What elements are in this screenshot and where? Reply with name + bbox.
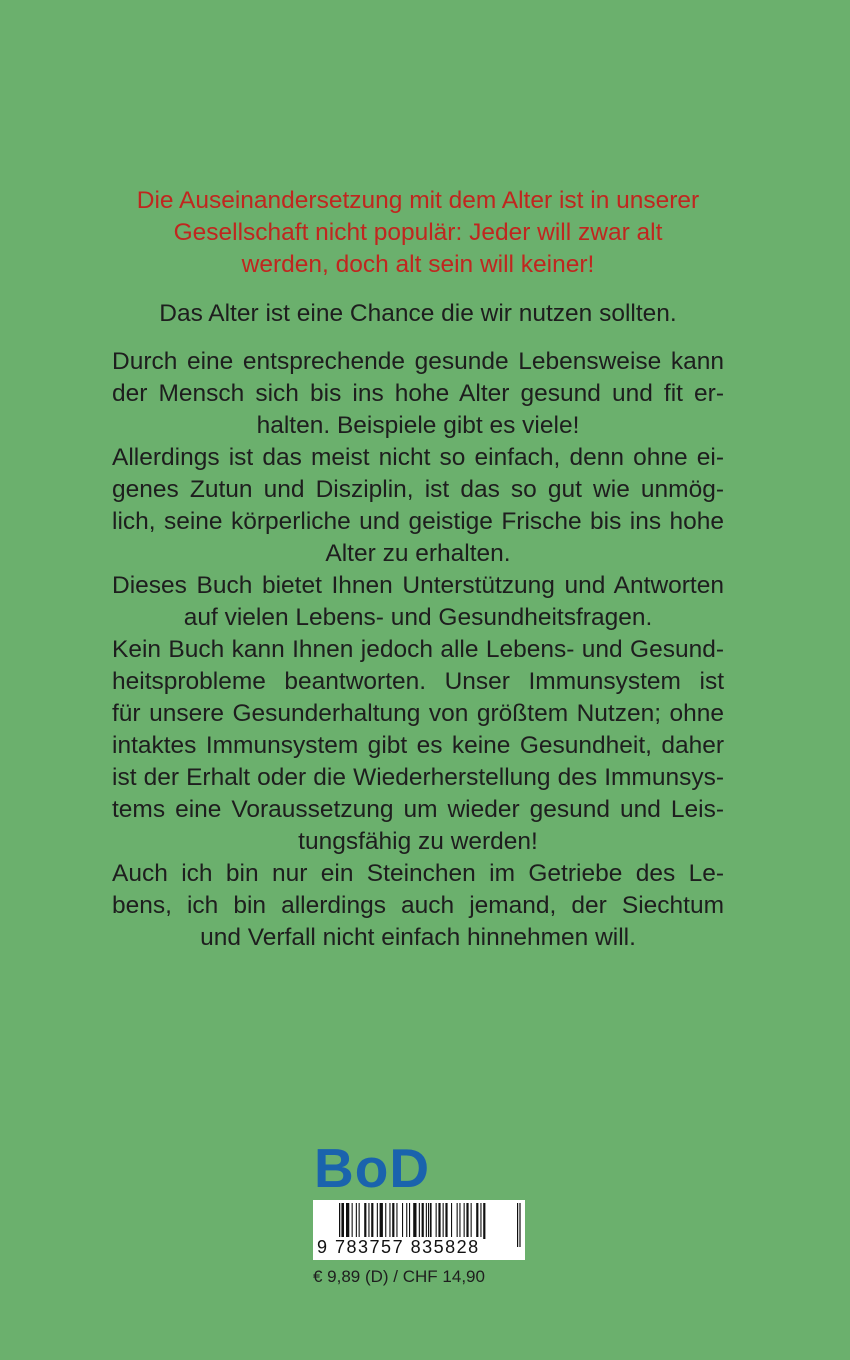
blurb-line: tems eine Voraussetzung um wieder gesund und Leis-: [112, 796, 724, 823]
blurb-line: Durch eine entsprechende gesunde Lebensweise kann: [112, 348, 724, 375]
blurb-line: der Mensch sich bis ins hohe Alter gesund und fit er-: [112, 380, 724, 407]
blurb-line: intaktes Immunsystem gibt es keine Gesundheit, daher: [112, 732, 724, 759]
publisher-logo: BoD: [314, 1137, 431, 1199]
tagline-line: Die Auseinandersetzung mit dem Alter ist in unserer: [136, 187, 700, 214]
blurb-line: Dieses Buch bietet Ihnen Unterstützung und Antworten: [112, 572, 724, 599]
lead-sentence: Das Alter ist eine Chance die wir nutzen sollten.: [159, 300, 677, 327]
blurb-line: für unsere Gesunderhaltung von größtem Nutzen; ohne: [112, 700, 724, 727]
blurb-line: lich, seine körperliche und geistige Frische bis ins hohe: [112, 508, 724, 535]
tagline-line: werden, doch alt sein will keiner!: [241, 251, 595, 278]
blurb-line: ist der Erhalt oder die Wiederherstellung des Immunsys-: [112, 764, 724, 791]
blurb-line: auf vielen Lebens- und Gesundheitsfragen.: [183, 604, 653, 631]
blurb-line: Alter zu erhalten.: [325, 540, 511, 567]
blurb-line: Kein Buch kann Ihnen jedoch alle Lebens- und Gesund-: [112, 636, 724, 663]
barcode-box: [313, 1200, 525, 1260]
blurb-line: genes Zutun und Disziplin, ist das so gut wie unmög-: [112, 476, 724, 503]
blurb-line: halten. Beispiele gibt es viele!: [256, 412, 580, 439]
blurb-line: Allerdings ist das meist nicht so einfach, denn ohne ei-: [112, 444, 724, 471]
blurb-line: Auch ich bin nur ein Steinchen im Getriebe des Le-: [112, 860, 724, 887]
tagline: [112, 185, 724, 281]
blurb-line: tungsfähig zu werden!: [298, 828, 538, 855]
tagline-line: Gesellschaft nicht populär: Jeder will zwar alt: [173, 219, 663, 246]
blurb-line: und Verfall nicht einfach hinnehmen will.: [200, 924, 636, 951]
isbn-number: 9 783757 835828: [317, 1237, 480, 1257]
blurb-line: bens, ich bin allerdings auch jemand, der Siechtum: [112, 892, 724, 919]
blurb-line: heitsprobleme beantworten. Unser Immunsystem ist: [112, 668, 724, 695]
price-label: € 9,89 (D) / CHF 14,90: [313, 1267, 485, 1286]
blurb-body: [112, 346, 724, 954]
